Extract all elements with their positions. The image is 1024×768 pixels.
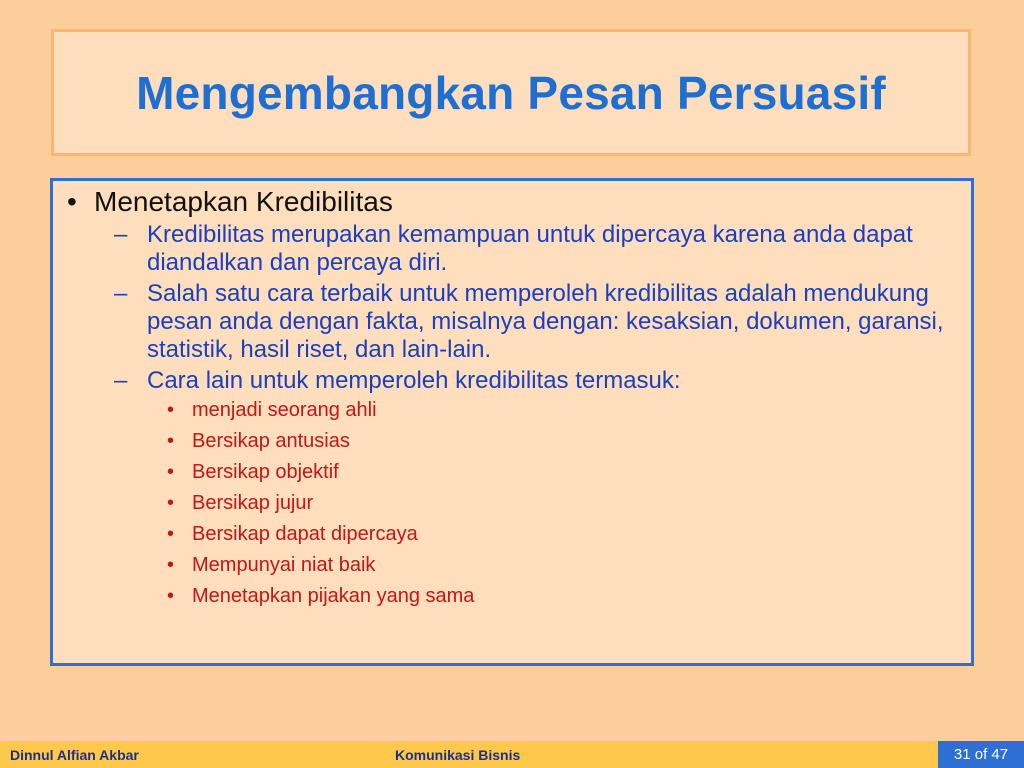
nested-point-list [147, 398, 961, 609]
footer-author: Dinnul Alfian Akbar [10, 747, 139, 763]
nested-point [147, 491, 961, 516]
nested-point [147, 553, 961, 578]
nested-point [147, 522, 961, 547]
footer-course: Komunikasi Bisnis [395, 747, 521, 763]
bullet-icon: • [167, 492, 175, 514]
sub-point-text: Kredibilitas merupakan kemampuan untuk dipercaya karena anda dapat diandalkan dan percaya diri. [147, 221, 913, 276]
page-number: 31 of 47 [938, 741, 1024, 768]
bullet-icon: • [167, 461, 175, 483]
nested-point [147, 398, 961, 423]
dash-icon: – [114, 280, 128, 307]
sub-point-text: Salah satu cara terbaik untuk memperoleh kredibilitas adalah mendukung pesan anda dengan fakta, misalnya dengan: kesaksian, dokumen, garansi, statistik, hasil riset, dan lain-lain. [147, 280, 944, 363]
main-bullet-text: Menetapkan Kredibilitas [94, 186, 393, 217]
bullet-icon: • [67, 186, 77, 217]
nested-point-text: Menetapkan pijakan yang sama [192, 585, 475, 607]
nested-point-text: menjadi seorang ahli [192, 399, 377, 421]
nested-point [147, 460, 961, 485]
content-box [50, 178, 974, 666]
nested-point-text: Bersikap objektif [192, 461, 339, 483]
dash-icon: – [114, 221, 128, 248]
bullet-icon: • [167, 523, 175, 545]
sub-point-text: Cara lain untuk memperoleh kredibilitas termasuk: [147, 367, 681, 394]
nested-point-text: Bersikap antusias [192, 430, 350, 452]
sub-point [94, 280, 961, 364]
bullet-list [61, 185, 961, 615]
footer-bar [0, 741, 1024, 768]
bullet-icon: • [167, 585, 175, 607]
sub-point [94, 367, 961, 609]
nested-point-text: Bersikap dapat dipercaya [192, 523, 418, 545]
title-box [51, 29, 971, 156]
nested-point [147, 429, 961, 454]
main-bullet [61, 185, 961, 609]
bullet-icon: • [167, 554, 175, 576]
sub-point [94, 221, 961, 277]
nested-point-text: Mempunyai niat baik [192, 554, 376, 576]
sub-point-list [94, 221, 961, 609]
dash-icon: – [114, 367, 128, 394]
nested-point [147, 584, 961, 609]
bullet-icon: • [167, 399, 175, 421]
bullet-icon: • [167, 430, 175, 452]
slide-title: Mengembangkan Pesan Persuasif [136, 66, 886, 119]
nested-point-text: Bersikap jujur [192, 492, 314, 514]
